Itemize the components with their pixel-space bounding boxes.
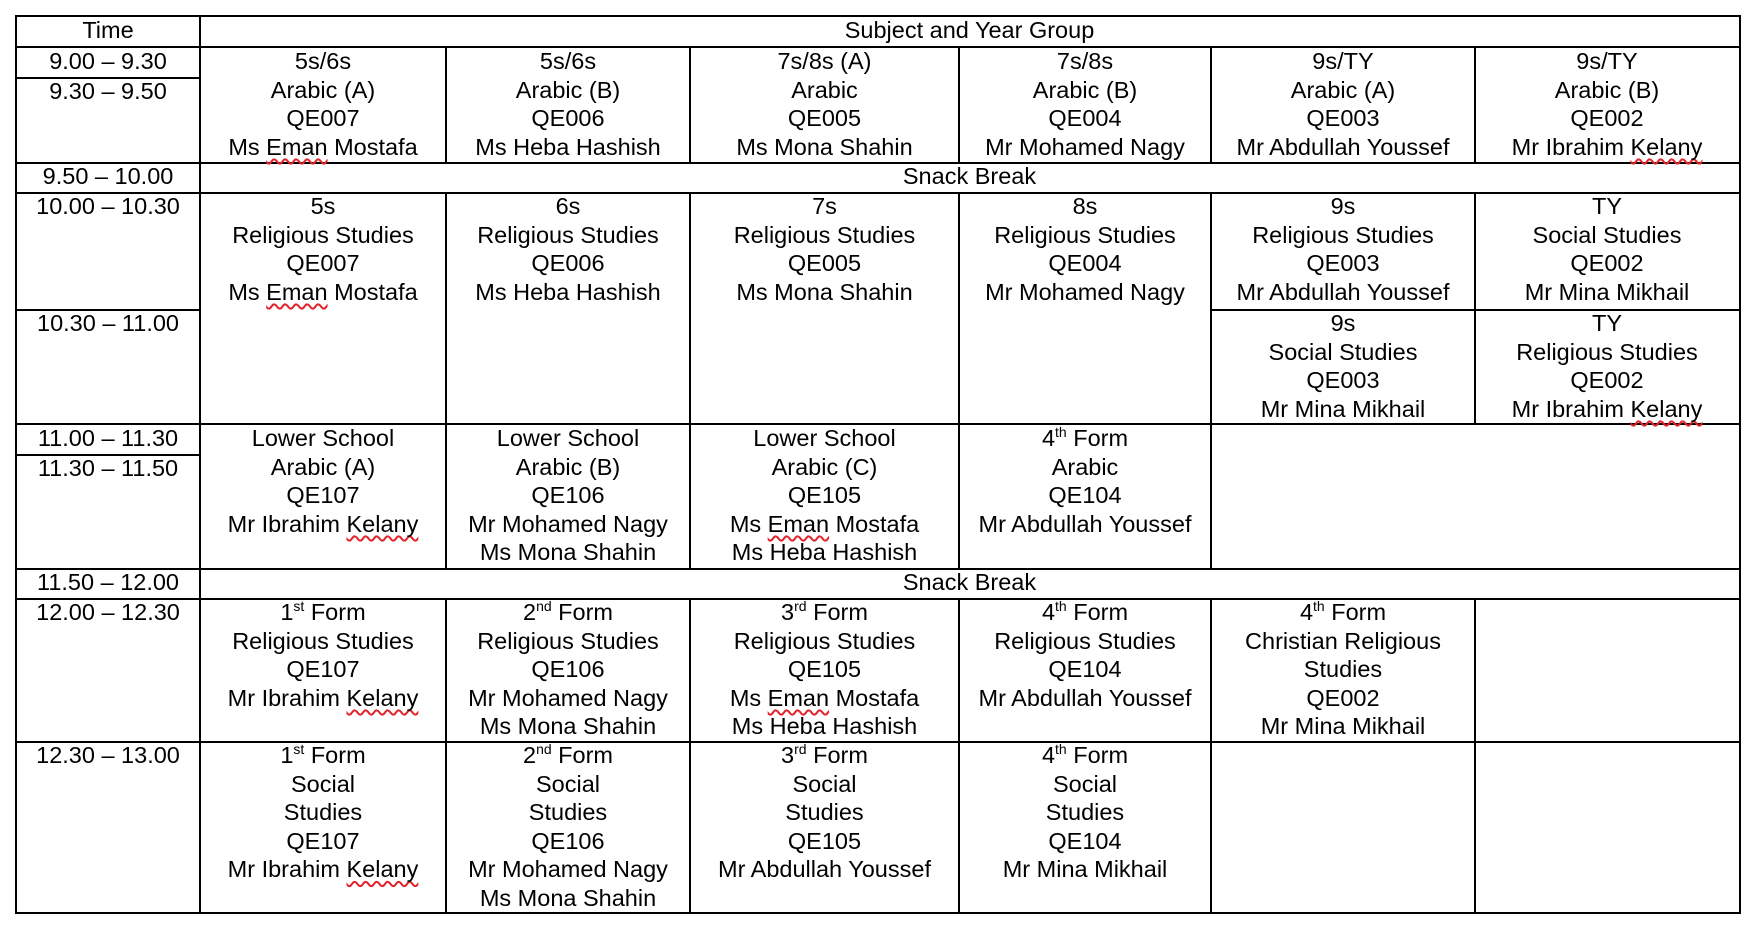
cell-line: QE106 <box>531 482 605 509</box>
lesson-cell <box>1211 47 1475 161</box>
cell-line: Arabic (A) <box>1290 76 1396 103</box>
cell-line: Mr Mina Mikhail <box>1524 278 1690 305</box>
cell-line: 9s <box>1330 310 1356 336</box>
cell-line: 3rd Form <box>781 741 868 768</box>
cell-line: 2nd Form <box>522 598 613 625</box>
cell-line: Mr Abdullah Youssef <box>978 510 1192 537</box>
cell-line: Mr Mohamed Nagy <box>468 684 668 711</box>
cell-line: Mr Abdullah Youssef <box>1236 278 1450 305</box>
cell-line: Social Studies <box>1532 221 1682 248</box>
time-slot: 12.00 – 12.30 <box>36 599 180 625</box>
cell-line: Studies <box>1045 799 1125 826</box>
cell-line: QE006 <box>531 250 605 277</box>
cell-line: QE004 <box>1048 250 1122 277</box>
time-slot: 12.30 – 13.00 <box>36 742 180 768</box>
cell-line: Ms Mona Shahin <box>479 713 657 740</box>
time-slot: 11.50 – 12.00 <box>37 569 179 595</box>
cell-line: 5s <box>310 193 336 219</box>
cell-line: 1st Form <box>280 741 366 768</box>
cell-line: Arabic (C) <box>771 453 878 480</box>
lesson-cell <box>446 47 690 161</box>
snack-break: Snack Break <box>902 569 1037 595</box>
cell-line: Mr Ibrahim Kelany <box>227 510 419 537</box>
cell-line: Christian Religious <box>1245 627 1441 654</box>
cell-line: 7s/8s <box>1056 48 1114 74</box>
cell-line: Mr Abdullah Youssef <box>978 684 1192 711</box>
cell-line: Social <box>290 770 355 797</box>
cell-line: Ms Eman Mostafa <box>729 684 920 711</box>
cell-line: Ms Eman Mostafa <box>729 510 920 537</box>
lesson-cell <box>1475 47 1739 161</box>
cell-line: Religious Studies <box>1252 221 1434 248</box>
cell-line: 4th Form <box>1299 598 1387 625</box>
lesson-cell <box>690 192 959 306</box>
cell-line: Ms Heba Hashish <box>731 539 918 566</box>
cell-line: Mr Ibrahim Kelany <box>1511 395 1703 422</box>
cell-line: Ms Mona Shahin <box>479 539 657 566</box>
cell-line: 2nd Form <box>522 741 613 768</box>
cell-line: QE003 <box>1306 250 1380 277</box>
cell-line: QE007 <box>286 105 360 132</box>
cell-line: Social <box>1052 770 1117 797</box>
cell-line: Arabic (B) <box>1554 76 1660 103</box>
lesson-cell <box>959 192 1211 306</box>
cell-line: Mr Ibrahim Kelany <box>1511 133 1703 160</box>
lesson-cell <box>959 598 1211 712</box>
cell-line: QE003 <box>1306 105 1380 132</box>
cell-line: QE006 <box>531 105 605 132</box>
cell-line: Mr Ibrahim Kelany <box>227 856 419 883</box>
cell-line: Studies <box>1303 656 1383 683</box>
cell-line: Social Studies <box>1268 338 1418 365</box>
cell-line: QE105 <box>787 656 862 683</box>
lesson-cell <box>446 741 690 913</box>
time-slot: 10.00 – 10.30 <box>36 193 180 219</box>
cell-line: Ms Heba Hashish <box>731 713 918 740</box>
lesson-cell <box>200 424 446 538</box>
cell-line: Religious Studies <box>477 221 659 248</box>
lesson-cell <box>959 47 1211 161</box>
cell-line: Mr Mohamed Nagy <box>468 856 668 883</box>
lesson-cell <box>690 424 959 567</box>
cell-line: QE107 <box>286 482 360 509</box>
cell-line: Ms Mona Shahin <box>479 884 657 911</box>
time-slot: 10.30 – 11.00 <box>37 310 179 336</box>
lesson-cell <box>200 47 446 161</box>
cell-line: QE005 <box>787 105 862 132</box>
cell-line: Mr Mohamed Nagy <box>985 133 1185 160</box>
lesson-cell <box>1211 192 1475 306</box>
cell-line: 9s <box>1330 193 1356 219</box>
cell-line: Social <box>792 770 857 797</box>
lesson-cell <box>959 741 1211 884</box>
cell-line: QE002 <box>1570 105 1644 132</box>
cell-line: Mr Mina Mikhail <box>1260 713 1426 740</box>
cell-line: Mr Mina Mikhail <box>1002 856 1168 883</box>
cell-line: Studies <box>283 799 363 826</box>
lesson-cell <box>446 424 690 567</box>
cell-line: QE106 <box>531 656 605 683</box>
time-slot: 11.30 – 11.50 <box>37 455 179 481</box>
cell-line: Arabic (A) <box>270 453 376 480</box>
lesson-cell <box>200 741 446 884</box>
cell-line: QE106 <box>531 827 605 854</box>
cell-line: Religious Studies <box>232 221 414 248</box>
lesson-cell <box>446 598 690 741</box>
cell-line: QE104 <box>1048 656 1122 683</box>
lesson-cell <box>1475 192 1739 306</box>
lesson-cell <box>690 598 959 741</box>
lesson-cell <box>690 47 959 161</box>
cell-line: 8s <box>1072 193 1098 219</box>
time-slot: 9.50 – 10.00 <box>42 163 174 189</box>
cell-line: Arabic (B) <box>515 76 621 103</box>
lesson-cell <box>959 424 1211 538</box>
time-slot: 9.00 – 9.30 <box>49 48 167 74</box>
cell-line: Ms Heba Hashish <box>475 278 661 305</box>
cell-line: Religious Studies <box>994 221 1176 248</box>
cell-line: 5s/6s <box>294 48 352 74</box>
cell-line: Mr Abdullah Youssef <box>1236 133 1450 160</box>
lesson-cell <box>446 192 690 306</box>
cell-line: Religious Studies <box>232 627 414 654</box>
cell-line: 6s <box>555 193 581 219</box>
cell-line: 4th Form <box>1041 598 1129 625</box>
cell-line: Religious Studies <box>994 627 1176 654</box>
cell-line: Lower School <box>496 425 640 451</box>
lesson-cell <box>1475 309 1739 423</box>
cell-line: Religious Studies <box>733 627 916 654</box>
cell-line: Mr Mohamed Nagy <box>985 278 1185 305</box>
cell-line: QE007 <box>286 250 360 277</box>
cell-line: QE104 <box>1048 482 1122 509</box>
cell-line: TY <box>1591 310 1623 336</box>
cell-line: Ms Mona Shahin <box>736 133 913 160</box>
cell-line: Arabic <box>791 76 858 103</box>
cell-line: 7s/8s (A) <box>777 48 872 74</box>
cell-line: QE105 <box>787 827 862 854</box>
time-slot: 9.30 – 9.50 <box>49 78 167 104</box>
cell-line: Arabic (B) <box>515 453 621 480</box>
lesson-cell <box>1211 598 1475 741</box>
lesson-cell <box>200 192 446 306</box>
cell-line: Religious Studies <box>1516 338 1698 365</box>
cell-line: QE004 <box>1048 105 1122 132</box>
cell-line: Religious Studies <box>733 221 916 248</box>
cell-line: Ms Mona Shahin <box>736 278 913 305</box>
cell-line: Religious Studies <box>477 627 659 654</box>
cell-line: QE005 <box>787 250 862 277</box>
cell-line: Mr Mina Mikhail <box>1260 395 1426 422</box>
cell-line: QE107 <box>286 827 360 854</box>
cell-line: Ms Heba Hashish <box>475 133 661 160</box>
cell-line: 4th Form <box>1041 741 1129 768</box>
cell-line: 7s <box>812 193 837 219</box>
cell-line: Studies <box>785 799 864 826</box>
cell-line: Ms Eman Mostafa <box>228 133 418 160</box>
cell-line: Arabic <box>1051 453 1119 480</box>
cell-line: Arabic (B) <box>1032 76 1138 103</box>
cell-line: QE002 <box>1570 250 1644 277</box>
lesson-cell <box>1211 309 1475 423</box>
cell-line: 9s/TY <box>1576 48 1638 74</box>
cell-line: Mr Ibrahim Kelany <box>227 684 419 711</box>
cell-line: 5s/6s <box>539 48 597 74</box>
cell-line: Arabic (A) <box>270 76 376 103</box>
cell-line: Mr Mohamed Nagy <box>468 510 668 537</box>
cell-line: QE002 <box>1306 684 1380 711</box>
subject-column-header: Subject and Year Group <box>844 17 1095 43</box>
cell-line: Social <box>535 770 600 797</box>
cell-line: 1st Form <box>280 598 366 625</box>
cell-line: QE105 <box>787 482 862 509</box>
cell-line: Lower School <box>753 425 896 451</box>
cell-line: 9s/TY <box>1312 48 1374 74</box>
cell-line: QE104 <box>1048 827 1122 854</box>
lesson-cell <box>690 741 959 884</box>
cell-line: Studies <box>528 799 608 826</box>
cell-line: Lower School <box>251 425 395 451</box>
cell-line: 3rd Form <box>781 598 868 625</box>
time-slot: 11.00 – 11.30 <box>37 425 179 451</box>
snack-break: Snack Break <box>902 163 1037 189</box>
time-column-header: Time <box>82 17 134 43</box>
cell-line: Ms Eman Mostafa <box>228 278 418 305</box>
cell-line: QE003 <box>1306 367 1380 394</box>
cell-line: QE002 <box>1570 367 1644 394</box>
lesson-cell <box>200 598 446 712</box>
cell-line: QE107 <box>286 656 360 683</box>
cell-line: 4th Form <box>1041 424 1129 451</box>
cell-line: Mr Abdullah Youssef <box>718 856 931 883</box>
cell-line: TY <box>1591 193 1623 219</box>
